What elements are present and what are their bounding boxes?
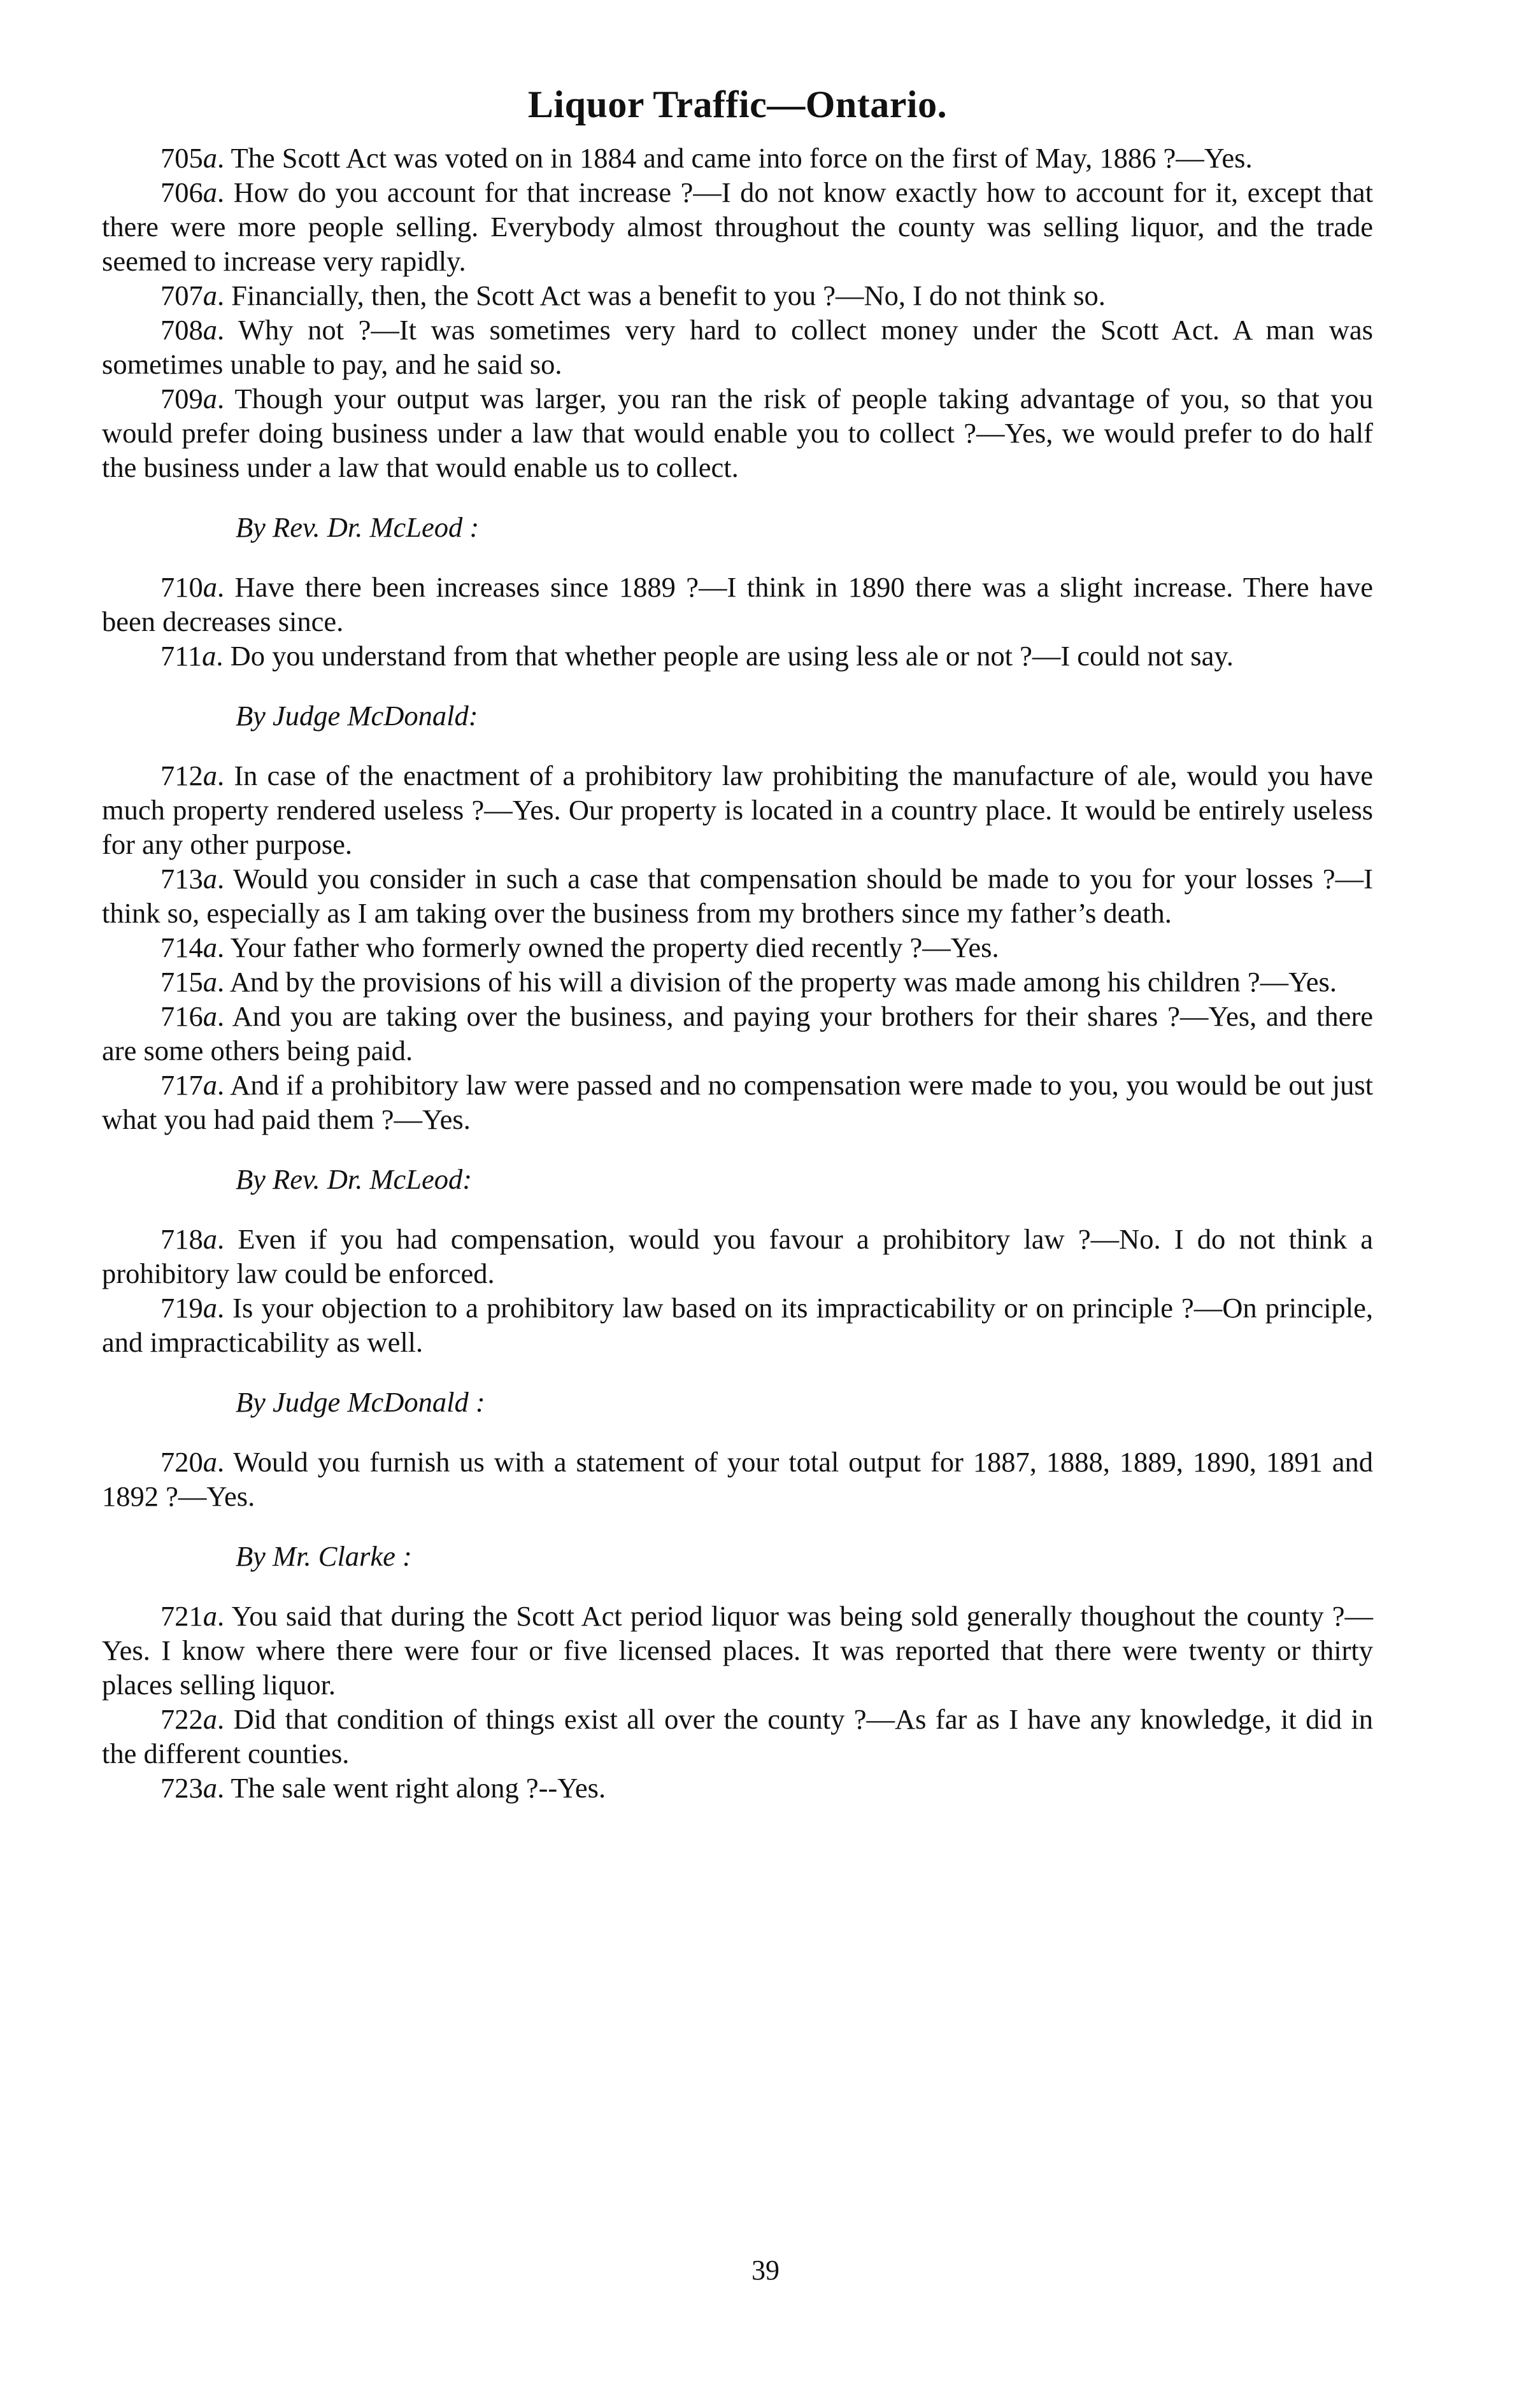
question-number — [160, 142, 217, 174]
question-number-suffix: a — [203, 1000, 217, 1032]
paragraph-text: Financially, then, the Scott Act was a benefit to you ?—No, I do not think so. — [231, 280, 1106, 311]
question-number-digits: 707 — [160, 280, 203, 311]
question-number — [160, 383, 217, 414]
question-number-suffix: a — [203, 314, 217, 346]
speaker-heading: By Rev. Dr. McLeod: — [236, 1163, 473, 1195]
question-number-digits: 708 — [160, 314, 203, 346]
question-answer-paragraph: 709a. Though your output was larger, you ran the risk of people taking advantage of you, so that you would prefer doing business under a law that would enable you to collect ?—Yes, we would prefer to do half the business under a law that would enable us to collect. — [102, 383, 1373, 483]
question-number-suffix: a — [203, 760, 217, 791]
question-answer-paragraph: 710a. Have there been increases since 1889 ?—I think in 1890 there was a slight increase. There have been decreases since. — [102, 571, 1374, 637]
question-number — [160, 1292, 217, 1324]
question-number — [160, 314, 217, 346]
page-number: 39 — [751, 2255, 780, 2286]
question-number — [160, 1446, 217, 1478]
question-number — [160, 1000, 217, 1032]
paragraph-text: You said that during the Scott Act period liquor was being sold generally thoughout the county ?—Yes. I know where there were four or five licensed places. It was reported that there were twenty or thirty places selling liquor. — [102, 1600, 1373, 1701]
question-number-digits: 722 — [160, 1703, 203, 1735]
question-number-suffix: a — [203, 1069, 217, 1101]
question-number — [160, 1069, 217, 1101]
question-number-suffix: a — [203, 1703, 217, 1735]
question-answer-paragraph: 719a. Is your objection to a prohibitory law based on its impracticability or on principle ?—On principle, and impracticability as well. — [102, 1292, 1373, 1358]
question-number — [160, 1772, 217, 1804]
speaker-heading: By Mr. Clarke : — [236, 1540, 412, 1572]
paragraph-text: Do you understand from that whether people are using less ale or not ?—I could not say. — [230, 640, 1234, 672]
paragraph-text: The Scott Act was voted on in 1884 and came into force on the first of May, 1886 ?—Yes. — [231, 142, 1253, 174]
paragraph-text: Though your output was larger, you ran the risk of people taking advantage of you, so that you would prefer doing business under a law that would enable you to collect ?—Yes, we would prefer to do half the business under a law that would enable us to collect. — [102, 383, 1373, 483]
question-number-digits: 709 — [160, 383, 203, 414]
question-number — [160, 1600, 217, 1632]
question-number-digits: 714 — [160, 931, 203, 963]
paragraph-text: How do you account for that increase ?—I do not know exactly how to account for it, except that there were more people selling. Everybody almost throughout the county was selling liquor, and the trade seemed to increase very rapidly. — [102, 176, 1374, 277]
question-answer-paragraph: 721a. You said that during the Scott Act period liquor was being sold generally thoughout the county ?—Yes. I know where there were four or five licensed places. It was reported that there were twenty or thirty places selling liquor. — [102, 1600, 1373, 1701]
question-number-suffix: a — [203, 863, 217, 895]
question-number-suffix: a — [203, 142, 217, 174]
question-answer-paragraph: 708a. Why not ?—It was sometimes very hard to collect money under the Scott Act. A man was sometimes unable to pay, and he said so. — [102, 314, 1373, 380]
question-answer-paragraph: 707a. Financially, then, the Scott Act was a benefit to you ?—No, I do not think so. — [160, 280, 1106, 311]
paragraph-text: The sale went right along ?--Yes. — [231, 1772, 606, 1804]
question-number-suffix: a — [203, 1446, 217, 1478]
question-number-suffix: a — [203, 966, 217, 998]
question-number-digits: 715 — [160, 966, 203, 998]
question-number — [160, 571, 217, 603]
speaker-heading: By Judge McDonald : — [236, 1386, 485, 1418]
question-number-digits: 723 — [160, 1772, 203, 1804]
question-number-digits: 721 — [160, 1600, 203, 1632]
paragraph-text: Would you consider in such a case that compensation should be made to you for your losses ?—I think so, especially as I am taking over the business from my brothers since my father’s death. — [102, 863, 1373, 929]
paragraph-text: Even if you had compensation, would you favour a prohibitory law ?—No. I do not think a prohibitory law could be enforced. — [102, 1223, 1373, 1289]
question-answer-paragraph: 714a. Your father who formerly owned the property died recently ?—Yes. — [160, 931, 999, 963]
question-answer-paragraph: 716a. And you are taking over the business, and paying your brothers for their shares ?—Yes, and there are some others being paid. — [102, 1000, 1373, 1066]
question-number — [160, 1223, 217, 1255]
question-number-digits: 719 — [160, 1292, 203, 1324]
question-answer-paragraph: 722a. Did that condition of things exist all over the county ?—As far as I have any knowledge, it did in the different counties. — [102, 1703, 1374, 1769]
paragraph-text: In case of the enactment of a prohibitory law prohibiting the manufacture of ale, would you have much property rendered useless ?—Yes. Our property is located in a country place. It would be entirely useless for any other purpose. — [102, 760, 1373, 860]
speaker-heading: By Rev. Dr. McLeod : — [236, 511, 480, 543]
paragraph-text: Is your objection to a prohibitory law based on its impracticability or on principle ?—On principle, and impracticability as well. — [102, 1292, 1373, 1358]
question-number — [160, 640, 216, 672]
paragraph-text: And if a prohibitory law were passed and no compensation were made to you, you would be out just what you had paid them ?—Yes. — [102, 1069, 1374, 1135]
question-number-suffix: a — [203, 280, 217, 311]
question-number-suffix: a — [203, 1292, 217, 1324]
question-number-suffix: a — [203, 383, 217, 414]
question-number-suffix: a — [203, 571, 217, 603]
question-answer-paragraph: 705a. The Scott Act was voted on in 1884 and came into force on the first of May, 1886 ?—Yes. — [160, 142, 1253, 174]
question-number-digits: 713 — [160, 863, 203, 895]
question-number-digits: 711 — [160, 640, 203, 672]
question-number-suffix: a — [203, 1772, 217, 1804]
question-number-digits: 712 — [160, 760, 203, 791]
question-answer-paragraph: 706a. How do you account for that increase ?—I do not know exactly how to account for it, except that there were more people selling. Everybody almost throughout the county was selling liquor, and the trade seemed to increase very rapidly. — [102, 176, 1374, 277]
question-number-suffix: a — [202, 640, 217, 672]
document-body — [102, 141, 1373, 1805]
paragraph-text: Would you furnish us with a statement of your total output for 1887, 1888, 1889, 1890, 1891 and 1892 ?—Yes. — [102, 1446, 1373, 1512]
question-number-suffix: a — [203, 931, 217, 963]
question-number-digits: 706 — [160, 176, 203, 208]
paragraph-text: Why not ?—It was sometimes very hard to collect money under the Scott Act. A man was sometimes unable to pay, and he said so. — [102, 314, 1373, 380]
question-number — [160, 280, 217, 311]
question-answer-paragraph: 711a. Do you understand from that whether people are using less ale or not ?—I could not say. — [160, 640, 1234, 672]
question-number-digits: 716 — [160, 1000, 203, 1032]
question-number-suffix: a — [203, 1600, 217, 1632]
question-answer-paragraph: 717a. And if a prohibitory law were passed and no compensation were made to you, you would be out just what you had paid them ?—Yes. — [102, 1069, 1374, 1135]
paragraph-text: Have there been increases since 1889 ?—I think in 1890 there was a slight increase. There have been decreases since. — [102, 571, 1374, 637]
question-number-digits: 717 — [160, 1069, 203, 1101]
paragraph-text: Did that condition of things exist all over the county ?—As far as I have any knowledge, it did in the different counties. — [102, 1703, 1374, 1769]
question-answer-paragraph: 715a. And by the provisions of his will a division of the property was made among his children ?—Yes. — [160, 966, 1337, 998]
document-page — [102, 83, 1373, 1805]
speaker-heading: By Judge McDonald: — [236, 700, 478, 732]
question-number — [160, 863, 217, 895]
question-answer-paragraph: 712a. In case of the enactment of a prohibitory law prohibiting the manufacture of ale, would you have much property rendered useless ?—Yes. Our property is located in a country place. It would be entirely useless for any other purpose. — [102, 760, 1373, 860]
paragraph-text: And by the provisions of his will a division of the property was made among his children ?—Yes. — [229, 966, 1337, 998]
question-number — [160, 176, 217, 208]
question-number-suffix: a — [203, 176, 217, 208]
paragraph-text: And you are taking over the business, and paying your brothers for their shares ?—Yes, and there are some others being paid. — [102, 1000, 1373, 1066]
question-number-digits: 720 — [160, 1446, 203, 1478]
question-number — [160, 760, 217, 791]
question-number-digits: 705 — [160, 142, 203, 174]
question-number — [160, 1703, 217, 1735]
question-number — [160, 931, 217, 963]
question-answer-paragraph: 723a. The sale went right along ?--Yes. — [160, 1772, 606, 1804]
paragraph-text: Your father who formerly owned the property died recently ?—Yes. — [230, 931, 999, 963]
question-number-digits: 710 — [160, 571, 203, 603]
question-number-suffix: a — [203, 1223, 217, 1255]
question-answer-paragraph: 718a. Even if you had compensation, would you favour a prohibitory law ?—No. I do not think a prohibitory law could be enforced. — [102, 1223, 1373, 1289]
question-answer-paragraph: 720a. Would you furnish us with a statement of your total output for 1887, 1888, 1889, 1890, 1891 and 1892 ?—Yes. — [102, 1446, 1373, 1512]
question-number — [160, 966, 217, 998]
page-title: Liquor Traffic—Ontario. — [527, 83, 948, 125]
question-number-digits: 718 — [160, 1223, 203, 1255]
question-answer-paragraph: 713a. Would you consider in such a case that compensation should be made to you for your losses ?—I think so, especially as I am taking over the business from my brothers since my father’s death. — [102, 863, 1373, 929]
